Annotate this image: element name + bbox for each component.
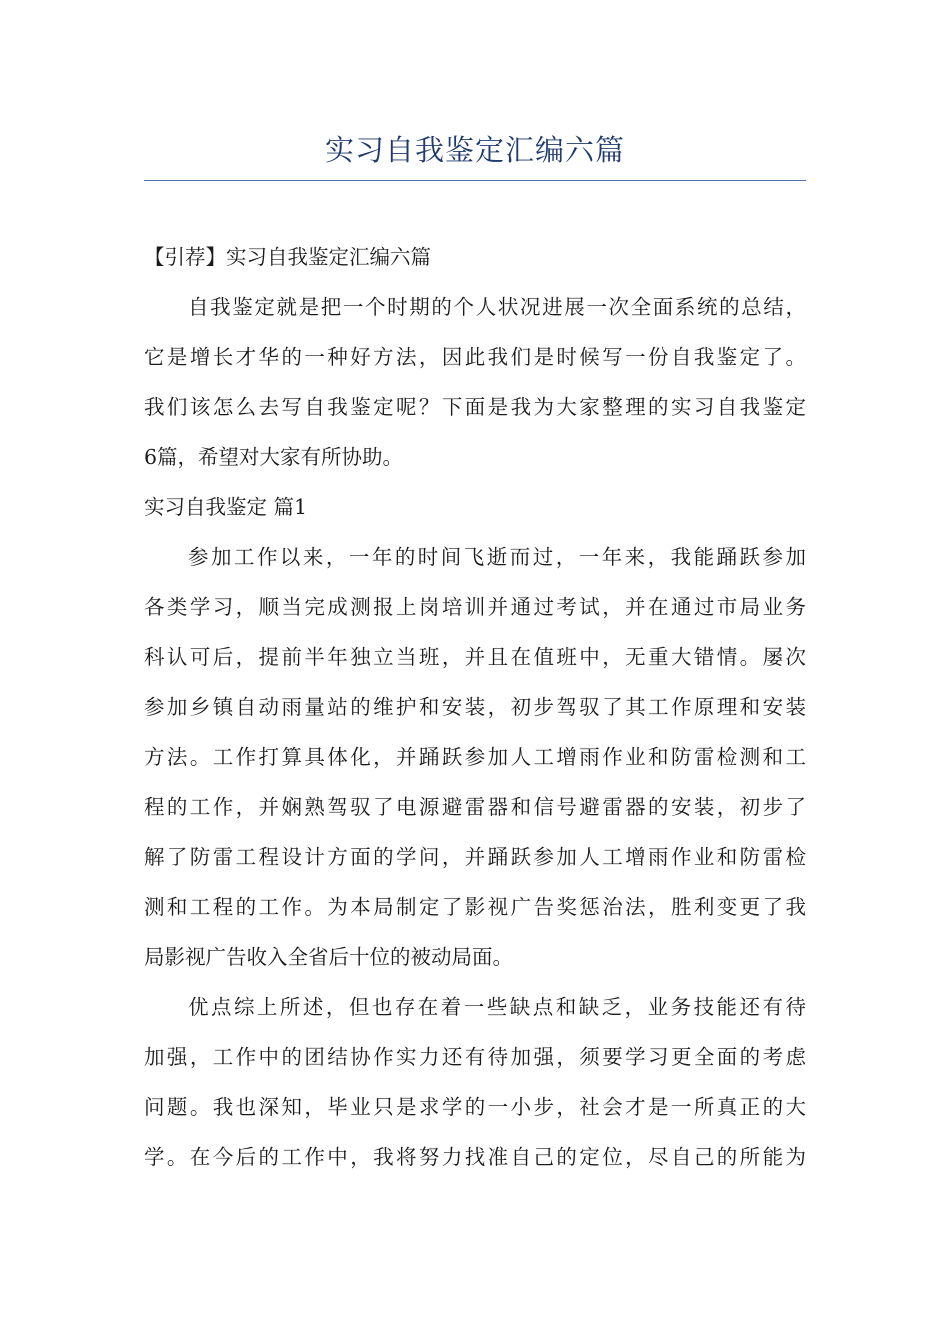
text-line: 参加工作以来，一年的时间飞逝而过，一年来，我能踊跃参加	[188, 545, 806, 569]
paragraph-2	[144, 982, 806, 1182]
text-line: 参加乡镇自动雨量站的维护和安装，初步驾驭了其工作原理和安装	[144, 695, 806, 719]
text-line: 程的工作，并娴熟驾驭了电源避雷器和信号避雷器的安装，初步了	[144, 795, 806, 819]
text-line: 学。在今后的工作中，我将努力找准自己的定位，尽自己的所能为	[144, 1145, 806, 1169]
document-title: 实习自我鉴定汇编六篇	[324, 133, 625, 167]
text-line: 加强，工作中的团结协作实力还有待加强，须要学习更全面的考虑	[144, 1045, 806, 1069]
paragraph-1	[144, 532, 806, 982]
text-line: 各类学习，顺当完成测报上岗培训并通过考试，并在通过市局业务	[144, 595, 806, 619]
text-line: 6篇，希望对大家有所协助。	[144, 445, 404, 469]
document-body	[144, 232, 806, 1182]
intro-heading: 【引荐】实习自我鉴定汇编六篇	[144, 245, 431, 269]
intro-paragraph	[144, 282, 806, 482]
text-line: 我们该怎么去写自我鉴定呢？下面是我为大家整理的实习自我鉴定	[144, 395, 806, 419]
text-line: 科认可后，提前半年独立当班，并且在值班中，无重大错情。屡次	[144, 645, 806, 669]
text-line: 局影视广告收入全省后十位的被动局面。	[144, 945, 513, 969]
section-heading: 实习自我鉴定 篇1	[144, 495, 308, 519]
text-line: 解了防雷工程设计方面的学问，并踊跃参加人工增雨作业和防雷检	[144, 845, 806, 869]
text-line: 自我鉴定就是把一个时期的个人状况进展一次全面系统的总结，	[188, 295, 806, 319]
text-line: 它是增长才华的一种好方法，因此我们是时候写一份自我鉴定了。	[144, 345, 806, 369]
title-underline	[144, 180, 806, 181]
text-line: 优点综上所述，但也存在着一些缺点和缺乏，业务技能还有待	[188, 995, 806, 1019]
text-line: 问题。我也深知，毕业只是求学的一小步，社会才是一所真正的大	[144, 1095, 806, 1119]
text-line: 方法。工作打算具体化，并踊跃参加人工增雨作业和防雷检测和工	[144, 745, 806, 769]
text-line: 测和工程的工作。为本局制定了影视广告奖惩治法，胜利变更了我	[144, 895, 806, 919]
